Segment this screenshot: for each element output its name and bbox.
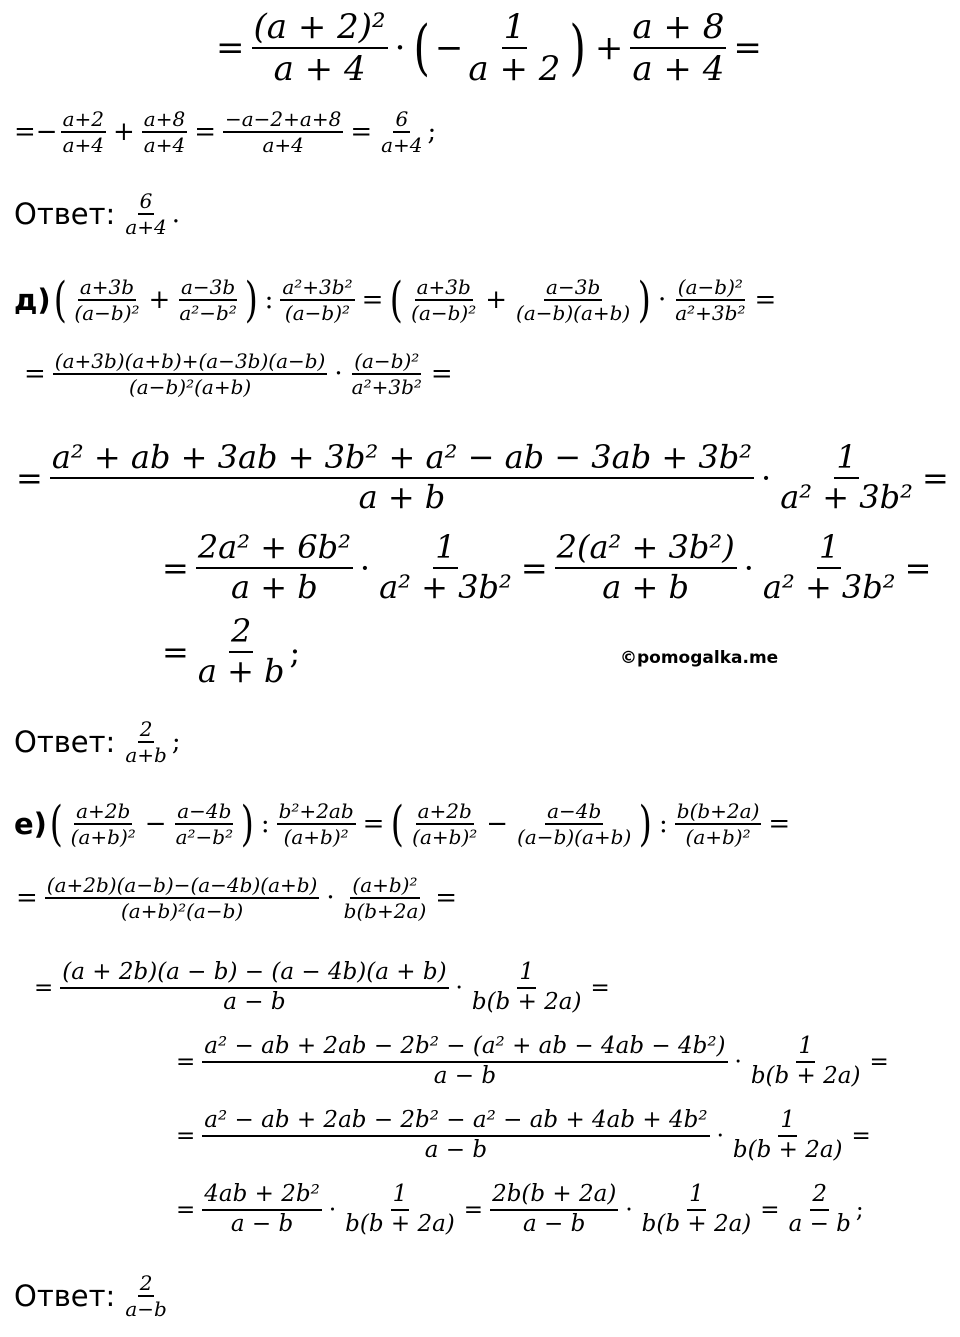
fraction: $\frac{\text{4ab + 2b²}}{a - b}$ [204,1181,320,1237]
d-answer: Ответ: $\frac{2}{a+b}$ ; [14,717,181,768]
fraction: $\frac{1}{\text{a² + 3b²}}$ [379,528,512,606]
fraction: $\frac{\text{(a+b)²}}{b(b+2a)}$ [343,873,427,924]
task-label: д) [14,283,51,318]
fraction: $\frac{a+8}{a+4}$ [143,107,186,158]
fraction: $\frac{a-3b}{\text{a²−b²}}$ [179,275,237,326]
fraction: $\frac{\text{a² − ab + 2ab − 2b² − (a² + ab − 4ab − 4b²)}}{a - b}$ [204,1033,726,1089]
fraction: $\frac{\text{a² + ab + 3ab + 3b² + a² − ab − 3ab + 3b²}}{a + b}$ [51,438,753,516]
fraction: $\frac{a-4b}{\text{a²−b²}}$ [175,799,234,850]
fraction: $\frac{1}{b(b + 2a)}$ [732,1107,843,1163]
fraction: $\frac{6}{a+4}$ [125,189,167,240]
fraction: $\frac{1}{b(b + 2a)}$ [750,1033,861,1089]
fraction: $\frac{2}{a - b}$ [788,1181,851,1237]
answer-label: Ответ: [14,1279,116,1314]
e-line-4: = $\frac{\text{a² − ab + 2ab − 2b² − (a² + ab − 4ab − 4b²)}}{a - b}$ · $\frac{1}{b(b + 2a)}$ = [176,1033,889,1089]
d-line-2: = $\frac{(a+3b)(a+b)+(a-3b)(a-b)}{\text{(a−b)²(a+b)}}$ · $\frac{\text{(a−b)²}}{\text{a²+3b²}}$ = [24,349,453,400]
e-line-5: = $\frac{\text{a² − ab + 2ab − 2b² − a² − ab + 4ab + 4b²}}{a - b}$ · $\frac{1}{b(b + 2a)}$ = [176,1107,871,1163]
fraction: $\frac{\text{(a−b)²}}{\text{a²+3b²}}$ [675,275,746,326]
fraction: $\frac{a-4b}{(a-b)(a+b)}$ [517,799,632,850]
fraction: $\frac{\text{(a−b)²}}{\text{a²+3b²}}$ [351,349,422,400]
d-line-1: д) ( $\frac{a+3b}{\text{(a−b)²}}$ + $\frac{a-3b}{\text{a²−b²}}$ ) : $\frac{\text{a²+3b²}}{\text{(a−b)²}}$ = ( $\frac{a+3b}{\text{(a−b)²}}$ + $\frac{a-3b}{(a-b)(a+b)}$ ) · $\frac{\text{(a−b)²}}{\text{a²+3b²}}$ = [14,272,777,329]
answer-label: Ответ: [14,197,116,232]
fraction: $\frac{a+3b}{\text{(a−b)²}}$ [74,275,140,326]
fraction: $\frac{1}{\text{a² + 3b²}}$ [762,528,896,606]
fraction: $\frac{1}{\text{a² + 3b²}}$ [780,438,913,516]
fraction: $\frac{(a+3b)(a+b)+(a-3b)(a-b)}{\text{(a−b)²(a+b)}}$ [54,349,326,400]
fraction: $\frac{a+2}{a+4}$ [62,107,104,158]
task-label: е) [14,807,47,842]
fraction: $\frac{\text{a²+3b²}}{\text{(a−b)²}}$ [282,275,353,326]
g-line-2: =− $\frac{a+2}{a+4}$ + $\frac{a+8}{a+4}$ = $\frac{-a-2+a+8}{a+4}$ = $\frac{6}{a+4}$ ; [14,107,437,158]
fraction: $\frac{(a + 2b)(a - b) - (a - 4b)(a + b)}{a - b}$ [62,959,447,1015]
fraction: $\frac{a+2b}{\text{(a+b)²}}$ [70,799,136,850]
d-line-4: = $\frac{\text{2a² + 6b²}}{a + b}$ · $\frac{1}{\text{a² + 3b²}}$ = $\frac{\text{2(a² + 3b²)}}{a + b}$ · $\frac{1}{\text{a² + 3b²}}$ = [162,528,932,606]
fraction: $\frac{1}{b(b + 2a)}$ [345,1181,455,1237]
fraction: $\frac{2}{a + b}$ [197,612,285,690]
e-line-2: = $\frac{(a+2b)(a-b)-(a-4b)(a+b)}{\text{(a+b)²(a−b)}}$ · $\frac{\text{(a+b)²}}{b(b+2a)}$ = [16,873,458,924]
fraction: $\frac{1}{a + 2}$ [468,7,561,90]
watermark: ©pomogalka.me [620,648,779,668]
fraction: $\frac{2}{a+b}$ [125,717,167,768]
fraction: $\frac{\text{2(a² + 3b²)}}{a + b}$ [556,528,735,606]
g-answer: Ответ: $\frac{6}{a+4}$ . [14,189,180,240]
fraction: $\frac{2b(b + 2a)}{a - b}$ [492,1181,617,1237]
fraction: $\frac{a + 8}{a + 4}$ [632,7,725,90]
e-answer [14,1272,172,1321]
fraction: $\frac{\text{2a² + 6b²}}{a + b}$ [197,528,351,606]
fraction: $\frac{\text{(a + 2)²}}{a + 4}$ [253,7,386,90]
e-line-6: = $\frac{\text{4ab + 2b²}}{a - b}$ · $\frac{1}{b(b + 2a)}$ = $\frac{2b(b + 2a)}{a - b}$ · $\frac{1}{b(b + 2a)}$ = $\frac{2}{a - b}$ ; [176,1181,864,1237]
fraction: $\frac{\text{b²+2ab}}{\text{(a+b)²}}$ [278,799,354,850]
fraction: $\frac{a+2b}{\text{(a+b)²}}$ [412,799,478,850]
equals-sign: = [216,28,245,69]
d-line-3: = $\frac{\text{a² + ab + 3ab + 3b² + a² − ab − 3ab + 3b²}}{a + b}$ · $\frac{1}{\text{a² + 3b²}}$ = [16,438,949,516]
fraction: $\frac{a-3b}{(a-b)(a+b)}$ [516,275,631,326]
fraction: $\frac{\text{a² − ab + 2ab − 2b² − a² − ab + 4ab + 4b²}}{a - b}$ [204,1107,708,1163]
fraction: $\frac{b(b+2a)}{\text{(a+b)²}}$ [676,799,760,850]
g-line-1: = $\frac{\text{(a + 2)²}}{a + 4}$ · ( − $\frac{1}{a + 2}$ ) + $\frac{a + 8}{a + 4}$ = [216,7,762,90]
fraction: $\frac{(a+2b)(a-b)-(a-4b)(a+b)}{\text{(a+b)²(a−b)}}$ [46,873,318,924]
fraction: $\frac{2}{a-b}$ [125,1271,167,1322]
fraction: $\frac{a+3b}{\text{(a−b)²}}$ [411,275,477,326]
fraction: $\frac{1}{b(b + 2a)}$ [471,959,582,1015]
d-line-5: = $\frac{2}{a + b}$ ; [162,612,301,690]
fraction: $\frac{6}{a+4}$ [381,107,423,158]
fraction: $\frac{1}{b(b + 2a)}$ [641,1181,752,1237]
fraction: $\frac{-a-2+a+8}{a+4}$ [224,107,342,158]
answer-label: Ответ: [14,725,116,760]
e-line-3: = $\frac{(a + 2b)(a - b) - (a - 4b)(a + b)}{a - b}$ · $\frac{1}{b(b + 2a)}$ = [34,959,610,1015]
e-line-1: е) ( $\frac{a+2b}{\text{(a+b)²}}$ − $\frac{a-4b}{\text{a²−b²}}$ ) : $\frac{\text{b²+2ab}}{\text{(a+b)²}}$ = ( $\frac{a+2b}{\text{(a+b)²}}$ − $\frac{a-4b}{(a-b)(a+b)}$ ) : $\frac{b(b+2a)}{\text{(a+b)²}}$ = [14,796,791,853]
